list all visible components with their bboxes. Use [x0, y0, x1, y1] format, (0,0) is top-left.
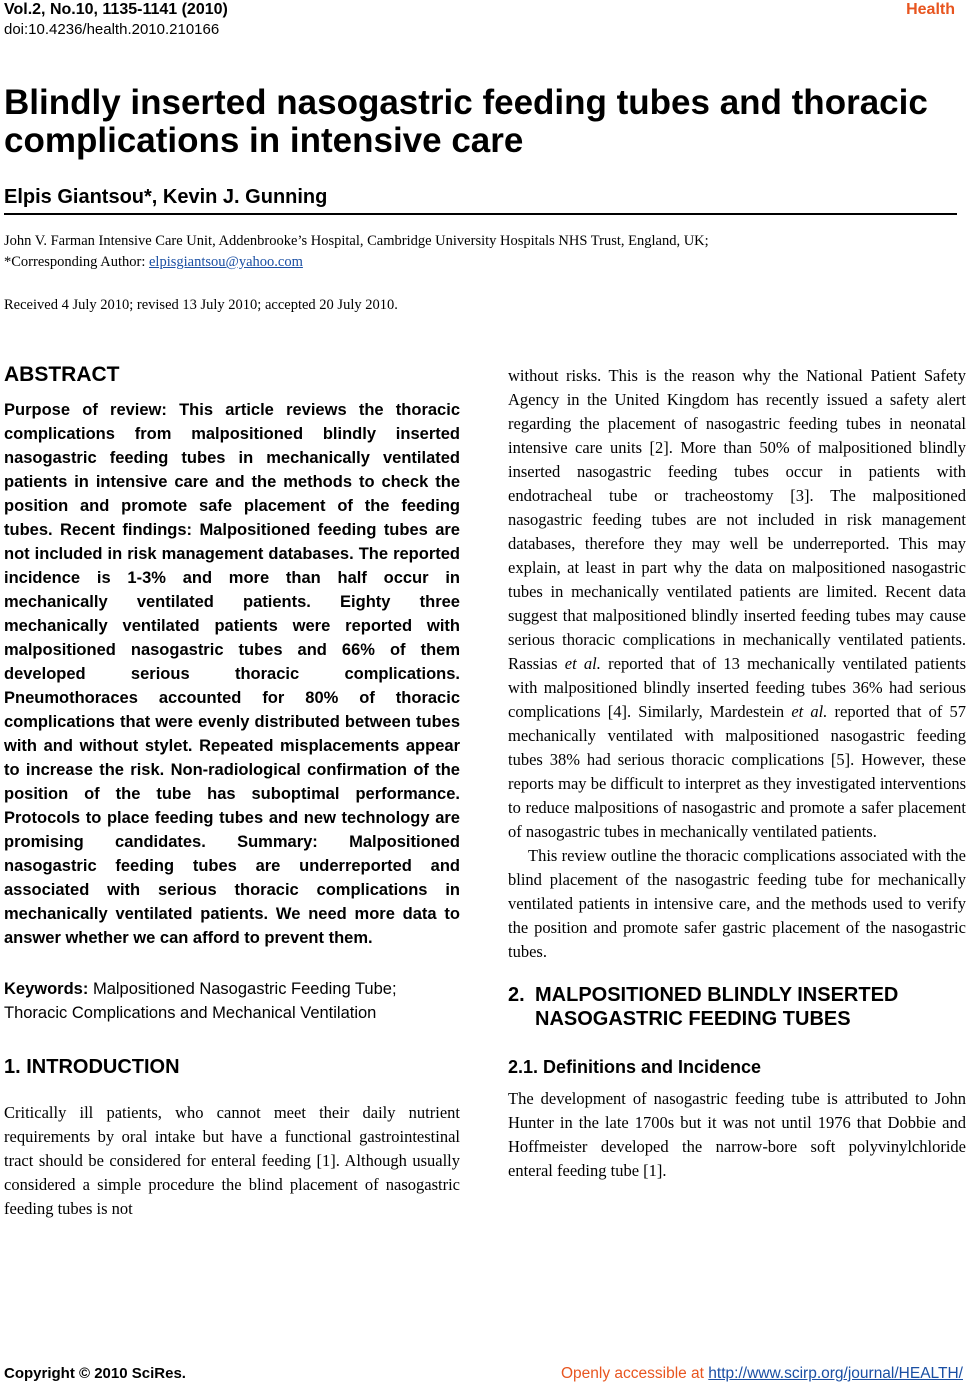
corresponding-label: *Corresponding Author:	[4, 254, 149, 270]
right-column	[508, 364, 966, 1183]
affiliation: John V. Farman Intensive Care Unit, Addenbrooke’s Hospital, Cambridge University Hospitals NHS Trust, England, UK;	[4, 233, 709, 249]
journal-url-link[interactable]: http://www.scirp.org/journal/HEALTH/	[708, 1365, 963, 1382]
keywords-text: Malpositioned Nasogastric Feeding Tube; Thoracic Complications and Mechanical Ventilation	[4, 980, 397, 1022]
section-heading-malpositioned	[508, 983, 966, 1031]
journal-reference: Vol.2, No.10, 1135-1141 (2010)	[4, 1, 228, 18]
paragraph-part: reported that of 13 mechanically ventilated patients with malpositioned blindly inserted feeding tubes 36% had serious complications [4]. Similarly, Mardestein	[508, 654, 967, 721]
subsection-heading: 2.1. Definitions and Incidence	[508, 1057, 762, 1077]
abstract-body: Purpose of review: This article reviews the thoracic complications from malpositioned blindly inserted nasogastric feeding tubes in mechanically ventilated patients in intensive care and the methods to check the position and promote safe placement of the feeding tubes. Recent findings: Malpositioned feeding tubes are not included in risk management databases. The reported incidence is 1-3% and more than half occur in mechanically ventilated patients. Eighty three mechanically ventilated patients were reported with malpositioned nasogastric tubes and 66% of them developed serious thoracic complications. Pneumothoraces accounted for 80% of thoracic complications that were evenly distributed between tubes with and without stylet. Repeated misplacements appear to increase the risk. Non-radiological confirmation of the position of the tube has suboptimal performance. Protocols to place feeding tubes and new technology are promising candidates. Summary: Malpositioned nasogastric feeding tubes are underreported and associated with serious thoracic complications in mechanically ventilated patients. We need more data to answer whether we can afford to prevent them.	[4, 401, 460, 947]
journal-section-tag: Health	[906, 1, 955, 18]
review-outline-paragraph: This review outline the thoracic complications associated with the blind placement of the nasogastric feeding tube for mechanically ventilated patients in intensive care, and the methods used to verify the position and promote safer gastric placement of the nasogastric tubes.	[508, 846, 966, 961]
et-al: et al.	[791, 702, 828, 721]
affiliation-block	[4, 231, 954, 273]
definitions-paragraph: The development of nasogastric feeding tube is attributed to John Hunter in the late 1700s but it was not until 1976 that Dobbie and Hoffmeister developed the narrow-bore soft polyvinylchloride enteral feeding tube [1].	[508, 1089, 966, 1180]
section-heading-introduction: 1. INTRODUCTION	[4, 1056, 180, 1078]
section-title: MALPOSITIONED BLINDLY INSERTED NASOGASTRIC FEEDING TUBES	[535, 984, 899, 1030]
authors: Elpis Giantsou*, Kevin J. Gunning	[4, 186, 328, 208]
section-number: 2.	[508, 984, 525, 1006]
paragraph-part: without risks. This is the reason why the National Patient Safety Agency in the United Kingdom has recently issued a safety alert regarding the placement of nasogastric feeding tubes in neonatal intensive care units [2]. More than 50% of malpositioned blindly inserted nasogastric feeding tubes occur in patients with endotracheal tube or tracheostomy [3]. The malpositioned nasogastric feeding tubes are not included in risk management databases, therefore they may well be underreported. This may explain, at least in part why the data on malpositioned nasogastric tubes in mechanically ventilated patients are limited. Recent data suggest that malpositioned blindly inserted feeding tubes may cause serious thoracic complications in mechanically ventilated patients. Rassias	[508, 366, 966, 673]
email-link[interactable]: elpisgiantsou@yahoo.com	[149, 254, 303, 270]
footer-access	[561, 1364, 963, 1384]
received-dates: Received 4 July 2010; revised 13 July 2010; accepted 20 July 2010.	[4, 297, 398, 313]
keywords-label: Keywords:	[4, 980, 89, 998]
footer-access-label: Openly accessible at	[560, 1365, 709, 1382]
corresponding-author	[4, 252, 954, 273]
et-al: et al.	[564, 654, 601, 673]
keywords	[4, 977, 434, 1025]
left-column	[4, 360, 460, 1221]
abstract-heading: ABSTRACT	[4, 363, 120, 386]
doi: doi:10.4236/health.2010.210166	[4, 21, 220, 38]
article-title: Blindly inserted nasogastric feeding tubes and thoracic complications in intensive care	[4, 83, 928, 160]
footer-copyright: Copyright © 2010 SciRes.	[4, 1365, 186, 1382]
introduction-paragraph-continued	[508, 364, 966, 844]
paragraph-part: reported that of 57 mechanically ventilated with malpositioned nasogastric feeding tubes 38% had serious thoracic complications [5]. However, these reports may be difficult to interpret as they investigated interventions to reduce malpositions of nasogastric and promote a safer placement of nasogastric tubes in mechanically ventilated patients.	[508, 702, 966, 841]
title-divider	[4, 213, 957, 215]
introduction-paragraph: Critically ill patients, who cannot meet their daily nutrient requirements by oral intake but have a functional gastrointestinal tract should be considered for enteral feeding [1]. Although usually considered a simple procedure the blind placement of nasogastric feeding tubes is not	[4, 1103, 460, 1218]
